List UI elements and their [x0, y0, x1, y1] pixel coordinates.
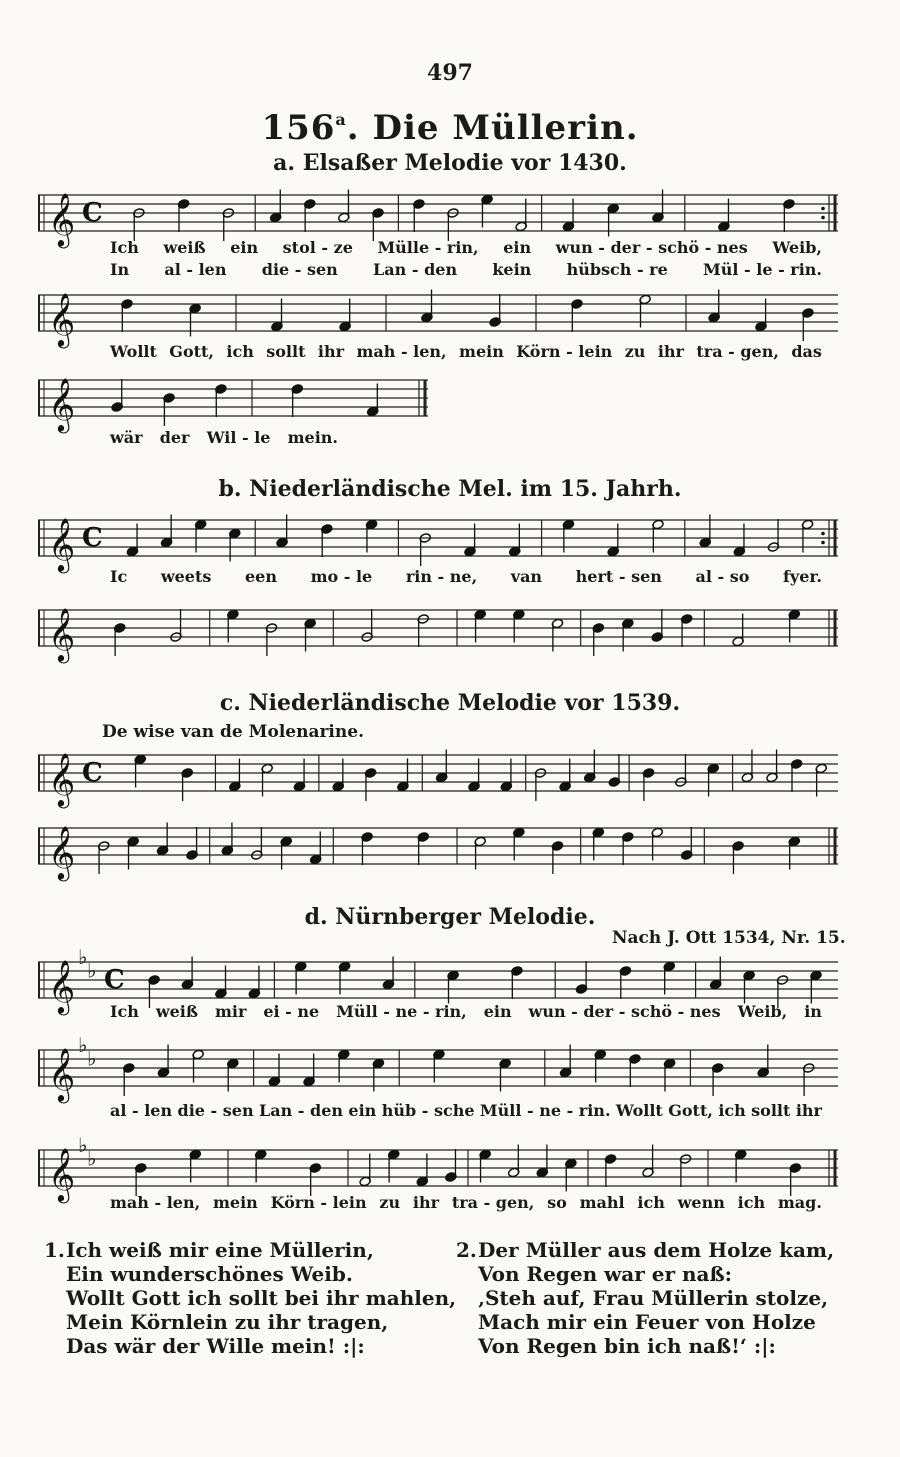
lyric-word: mah - len, — [110, 1193, 201, 1212]
lyric-word: ich — [637, 1193, 665, 1212]
lyric-word: so — [547, 1193, 567, 1212]
repeat-dot — [821, 207, 825, 211]
lyric-word: mein — [212, 1193, 258, 1212]
lyric-word: mo - le — [310, 567, 373, 586]
lyric-word: Körn - lein — [270, 1193, 367, 1212]
lyric-word: Ich — [110, 1002, 139, 1021]
stanza-2-line-3: ‚Steh auf, Frau Müllerin stolze, — [478, 1286, 829, 1310]
lyric-word: tra - gen, — [696, 342, 779, 361]
treble-clef-icon: 𝄞 — [48, 1047, 76, 1101]
treble-clef-icon: 𝄞 — [48, 377, 76, 431]
lyric-word: wenn — [677, 1193, 725, 1212]
lyric-word: ihr — [412, 1193, 440, 1212]
lyric-word: Weib, — [737, 1002, 788, 1021]
treble-clef-icon: 𝄞 — [48, 192, 76, 246]
lyric-word: rin - ne, — [405, 567, 478, 586]
staff-lines — [38, 745, 838, 805]
lyric-word: die - sen — [177, 1101, 254, 1120]
lyric-word: sollt — [266, 342, 306, 361]
lyric-word: Gott, — [169, 342, 214, 361]
lyric-word: Wollt — [615, 1101, 663, 1120]
stanza-1 — [44, 1238, 456, 1358]
lyric-word: mein — [459, 342, 504, 361]
lyric-word: Lan - den — [258, 1101, 344, 1120]
stanza-1-line-5: Das wär der Wille mein! :|: — [66, 1334, 365, 1358]
stanza-2-number: 2. — [456, 1238, 477, 1262]
stanza-1-line-4: Mein Körnlein zu ihr tragen, — [66, 1310, 389, 1334]
stanza-1-line-1: Ich weiß mir eine Müllerin, — [66, 1238, 374, 1262]
lyric-line-d2 — [38, 1101, 838, 1123]
staff-lines — [38, 818, 838, 878]
staff-c1 — [38, 745, 838, 805]
lyric-word: Gott, — [668, 1101, 713, 1120]
staff-a3 — [38, 370, 838, 430]
staff-lines — [38, 1133, 838, 1201]
staff-a1 — [38, 185, 838, 245]
flat-icon: ♭ — [78, 1133, 88, 1157]
treble-clef-icon: 𝄞 — [48, 292, 76, 346]
flat-icon: ♭ — [87, 1046, 97, 1071]
staff-c2 — [38, 818, 838, 878]
staff-b2 — [38, 600, 838, 660]
lyric-word: sollt — [751, 1101, 791, 1120]
lyric-line-d1 — [38, 1002, 838, 1024]
stanza-2 — [456, 1238, 834, 1358]
lyric-word: ihr — [317, 342, 345, 361]
lyric-word: ihr — [657, 342, 684, 361]
treble-clef-icon: 𝄞 — [48, 1147, 76, 1201]
stanza-1-line-2: Ein wunderschönes Weib. — [66, 1262, 353, 1286]
lyric-word: mah - len, — [356, 342, 447, 361]
lyric-word: tra - gen, — [451, 1193, 535, 1212]
flat-icon: ♭ — [78, 945, 88, 969]
lyric-word: zu — [624, 342, 646, 361]
lyric-word: zu — [379, 1193, 401, 1212]
repeat-dot — [821, 532, 825, 536]
section-d-source: Nach J. Ott 1534, Nr. 15. — [612, 928, 846, 948]
lyric-word: ihr — [795, 1101, 822, 1120]
lyric-word: ich — [718, 1101, 746, 1120]
stanza-2-line-5: Von Regen bin ich naß!‘ :|: — [478, 1334, 776, 1358]
lyric-word: ein — [483, 1002, 512, 1021]
staff-lines — [38, 510, 838, 570]
lyric-word: mir — [214, 1002, 247, 1021]
flat-icon: ♭ — [87, 958, 97, 983]
song-number: 156 — [261, 108, 336, 148]
lyric-line-d3 — [38, 1193, 838, 1215]
staff-lines — [38, 600, 838, 660]
staff-d2 — [38, 1033, 838, 1101]
lyric-word: al - so — [695, 567, 750, 586]
lyric-word: in — [804, 1002, 822, 1021]
lyric-word: Mülle - rin, — [377, 238, 479, 257]
lyric-word: weets — [160, 567, 212, 586]
lyric-word: van — [510, 567, 543, 586]
stanza-2-line-1: Der Müller aus dem Holze kam, — [478, 1238, 835, 1262]
lyric-word: weiß — [163, 238, 206, 257]
lyric-word: wun - der - schö - nes — [555, 238, 748, 257]
song-title — [0, 108, 900, 148]
treble-clef-icon: 𝄞 — [48, 607, 76, 661]
staff-lines — [38, 370, 428, 430]
common-time-icon: C — [82, 758, 103, 789]
lyric-word: hert - sen — [575, 567, 662, 586]
lyric-word: In — [110, 260, 130, 279]
treble-clef-icon: 𝄞 — [48, 825, 76, 879]
lyric-word: ein — [503, 238, 532, 257]
flat-icon: ♭ — [78, 1033, 88, 1057]
staff-lines — [38, 185, 838, 245]
lyric-word: Wil - le — [206, 428, 271, 447]
lyric-word: Müll - ne - rin. — [479, 1101, 611, 1120]
lyric-word: der — [159, 428, 190, 447]
lyric-line-b1 — [38, 567, 838, 589]
lyric-word: kein — [492, 260, 532, 279]
section-c-heading: c. Niederländische Melodie vor 1539. — [219, 690, 681, 716]
lyric-word: stol - ze — [282, 238, 353, 257]
lyric-word: Körn - lein — [516, 342, 613, 361]
lyric-word: al - len — [110, 1101, 173, 1120]
lyric-line-a4 — [38, 428, 838, 450]
lyric-word: Wollt — [110, 342, 157, 361]
treble-clef-icon: 𝄞 — [48, 752, 76, 806]
lyric-word: Ich — [110, 238, 139, 257]
lyric-word: weiß — [155, 1002, 198, 1021]
section-d-heading: d. Nürnberger Melodie. — [304, 904, 596, 930]
stanza-2-line-4: Mach mir ein Feuer von Holze — [478, 1310, 816, 1334]
common-time-icon: C — [82, 523, 103, 554]
lyric-word: hüb - sche — [381, 1101, 475, 1120]
lyric-line-a1 — [38, 238, 838, 260]
staff-b1 — [38, 510, 838, 570]
common-time-icon: C — [104, 965, 125, 996]
staff-a2 — [38, 285, 838, 345]
lyric-line-a2 — [38, 260, 838, 282]
lyric-word: wun - der - schö - nes — [528, 1002, 721, 1021]
lyric-word: Müll - ne - rin, — [336, 1002, 467, 1021]
stanza-1-line-3: Wollt Gott ich sollt bei ihr mahlen, — [66, 1286, 457, 1310]
lyric-word: hübsch - re — [566, 260, 668, 279]
stanza-1-number: 1. — [44, 1238, 65, 1262]
common-time-icon: C — [82, 198, 103, 229]
lyric-word: ein — [348, 1101, 377, 1120]
lyric-word: mahl — [579, 1193, 625, 1212]
section-b-heading: b. Niederländische Mel. im 15. Jahrh. — [218, 476, 682, 502]
flat-icon: ♭ — [87, 1146, 97, 1171]
lyric-line-a3 — [38, 342, 838, 364]
stanza-2-line-2: Von Regen war er naß: — [478, 1262, 733, 1286]
lyric-word: ei - ne — [263, 1002, 320, 1021]
treble-clef-icon: 𝄞 — [48, 517, 76, 571]
lyric-word: ein — [230, 238, 259, 257]
song-number-suffix: a — [335, 110, 347, 129]
lyric-word: fyer. — [783, 567, 822, 586]
lyric-word: ich — [226, 342, 254, 361]
lyric-word: al - len — [164, 260, 227, 279]
repeat-dot — [821, 541, 825, 545]
lyric-word: die - sen — [261, 260, 338, 279]
lyric-word: een — [244, 567, 277, 586]
lyric-word: mein. — [287, 428, 338, 447]
lyric-word: wär — [110, 428, 143, 447]
staff-lines — [38, 285, 838, 345]
staff-d3 — [38, 1133, 838, 1201]
lyric-word: Mül - le - rin. — [703, 260, 822, 279]
repeat-dot — [821, 216, 825, 220]
lyric-word: Weib, — [772, 238, 822, 257]
page-number: 497 — [427, 60, 473, 86]
staff-lines — [38, 1033, 838, 1101]
lyric-word: mag. — [777, 1193, 822, 1212]
song-title-text: . Die Müllerin. — [346, 108, 639, 148]
lyric-word: das — [791, 342, 822, 361]
section-c-subheading: De wise van de Molenarine. — [102, 722, 364, 742]
lyric-word: Lan - den — [373, 260, 458, 279]
section-a-heading: a. Elsaßer Melodie vor 1430. — [273, 150, 627, 176]
treble-clef-icon: 𝄞 — [48, 959, 76, 1013]
lyric-word: ich — [737, 1193, 766, 1212]
lyric-word: Ic — [110, 567, 128, 586]
